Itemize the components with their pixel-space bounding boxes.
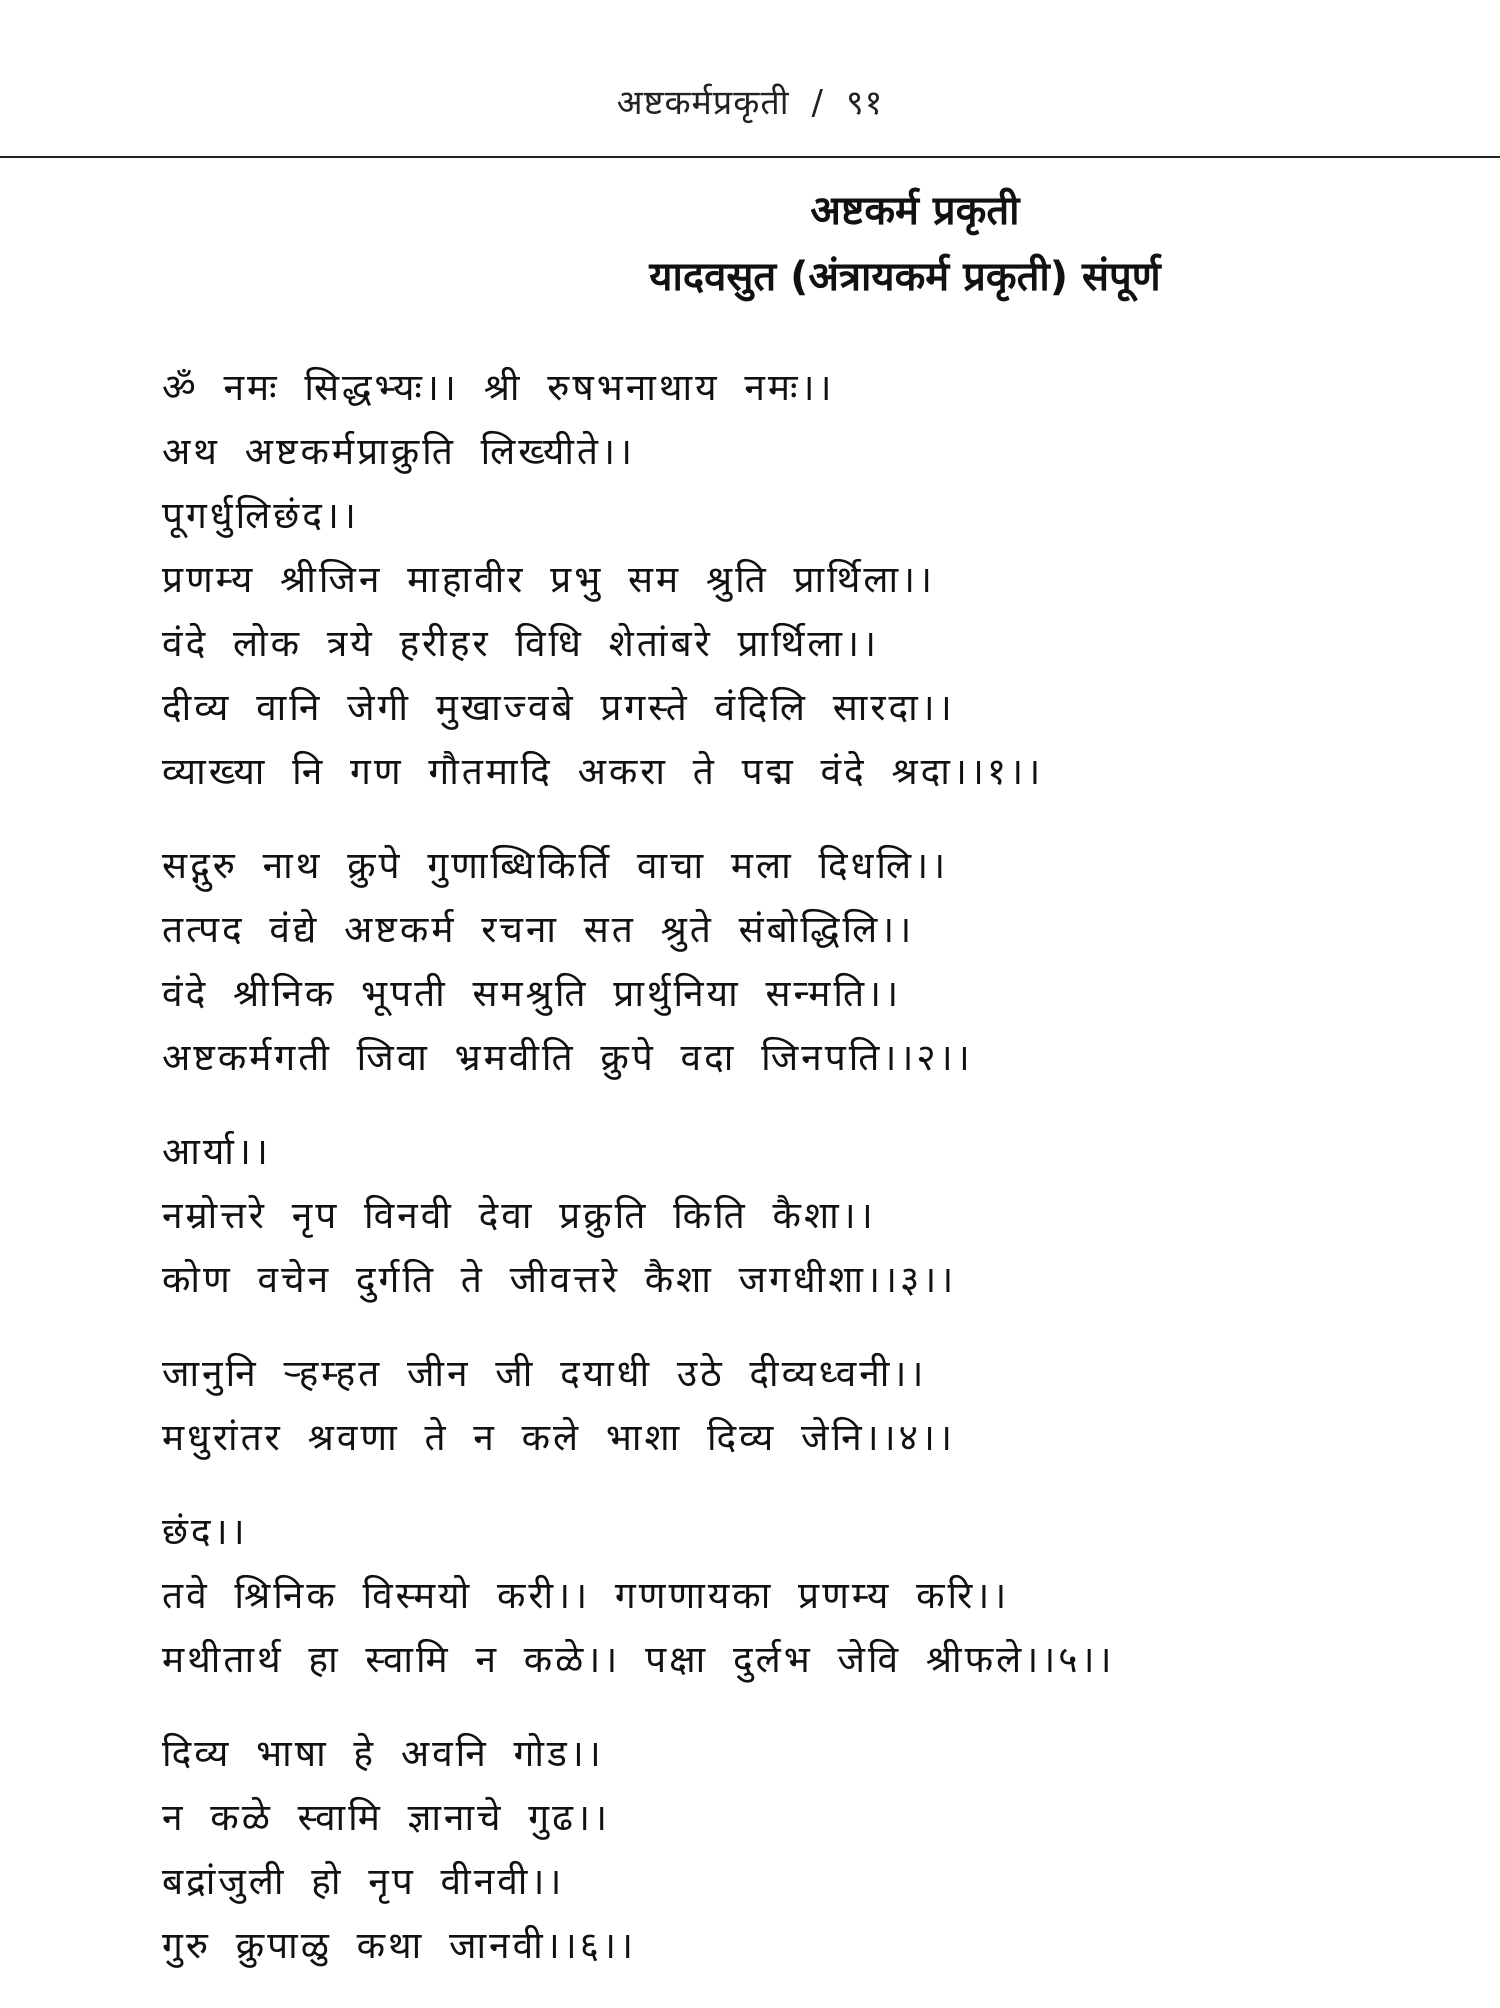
stanza-5 bbox=[162, 1500, 1362, 1692]
verse-line: दिव्य भाषा हे अवनि गोड।। bbox=[162, 1732, 604, 1775]
verse-line: नम्रोत्तरे नृप विनवी देवा प्रक्रुति किति कैशा।। bbox=[162, 1194, 876, 1237]
running-header-separator: / bbox=[811, 83, 824, 123]
page-number: ९१ bbox=[846, 83, 884, 123]
running-header bbox=[0, 78, 1500, 124]
verse-line: छंद।। bbox=[162, 1510, 248, 1553]
verse-line: सद्गुरु नाथ क्रुपे गुणाब्धिकिर्ति वाचा मला दिधलि।। bbox=[162, 844, 949, 887]
stanza-4 bbox=[162, 1342, 1362, 1470]
verse-line: तवे श्रिनिक विस्मयो करी।। गणणायका प्रणम्य करि।। bbox=[162, 1574, 1010, 1617]
verse-line: व्याख्या नि गण गौतमादि अकरा ते पद्म वंदे श्रदा।।१।। bbox=[162, 750, 1044, 793]
verse-line: अथ अष्टकर्मप्राक्रुति लिख्यीते।। bbox=[162, 430, 636, 473]
verse-line: ॐ नमः सिद्धभ्यः।। श्री रुषभनाथाय नमः।। bbox=[162, 366, 835, 409]
verse-line: तत्पद वंद्ये अष्टकर्म रचना सत श्रुते संबोद्धिलि।। bbox=[162, 908, 915, 951]
verse-line: न कळे स्वामि ज्ञानाचे गुढ।। bbox=[162, 1796, 610, 1839]
verse-line: गुरु क्रुपाळु कथा जानवी।।६।। bbox=[162, 1924, 637, 1967]
stanza-3 bbox=[162, 1120, 1362, 1312]
page-title: अष्टकर्म प्रकृती bbox=[810, 188, 1020, 234]
verse-line: कोण वचेन दुर्गति ते जीवत्तरे कैशा जगधीशा।।३।। bbox=[162, 1258, 957, 1301]
verse-line: बद्रांजुली हो नृप वीनवी।। bbox=[162, 1860, 565, 1903]
verse-line: जानुनि ऱ्हम्हत जीन जी दयाधी उठे दीव्यध्वनी।। bbox=[162, 1352, 927, 1395]
verse-line: पूगर्धुलिछंद।। bbox=[162, 494, 359, 537]
verse-line: अष्टकर्मगती जिवा भ्रमवीति क्रुपे वदा जिनपति।।२।। bbox=[162, 1036, 973, 1079]
verse-line: वंदे लोक त्रये हरीहर विधि शेतांबरे प्रार्थिला।। bbox=[162, 622, 880, 665]
verse-line: मथीतार्थ हा स्वामि न कळे।। पक्षा दुर्लभ जेवि श्रीफले।।५।। bbox=[162, 1638, 1115, 1681]
page-titles bbox=[0, 178, 1500, 310]
verse-line: आर्या।। bbox=[162, 1130, 271, 1173]
header-rule bbox=[0, 156, 1500, 158]
verse-line: प्रणम्य श्रीजिन माहावीर प्रभु सम श्रुति प्रार्थिला।। bbox=[162, 558, 936, 601]
verse-line: दीव्य वानि जेगी मुखाज्वबे प्रगस्ते वंदिलि सारदा।। bbox=[162, 686, 955, 729]
page-subtitle: यादवसुत (अंत्रायकर्म प्रकृती) संपूर्ण bbox=[649, 254, 1161, 300]
stanza-1 bbox=[162, 356, 1362, 804]
verse-body bbox=[162, 356, 1362, 2008]
verse-line: मधुरांतर श्रवणा ते न कले भाशा दिव्य जेनि।।४।। bbox=[162, 1416, 955, 1459]
running-header-title: अष्टकर्मप्रकृती bbox=[616, 83, 790, 123]
stanza-6 bbox=[162, 1722, 1362, 1978]
stanza-2 bbox=[162, 834, 1362, 1090]
verse-line: वंदे श्रीनिक भूपती समश्रुति प्रार्थुनिया सन्मति।। bbox=[162, 972, 902, 1015]
